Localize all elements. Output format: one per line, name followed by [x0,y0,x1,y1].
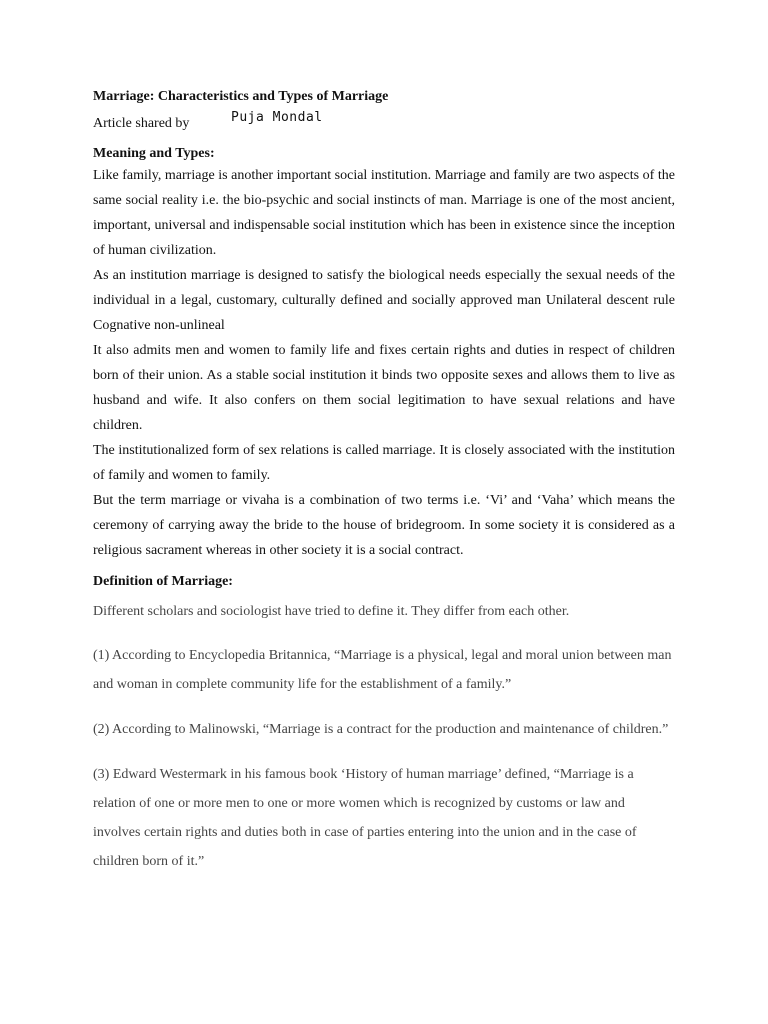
paragraph: Like family, marriage is another important social institution. Marriage and family are two aspects of the same social reality i.e. the bio-psychic and social instincts of man. Marriage is one of the most ancient, important, universal and indispensable social institution which has been in existence since the inception of human civilization. [93,168,675,258]
article-title: Marriage: Characteristics and Types of Marriage [93,89,389,104]
section-heading-definition: Definition of Marriage: [93,574,233,589]
section-definition-of-marriage [93,573,675,876]
section-heading-meaning: Meaning and Types: [93,146,215,161]
author-name: Puja Mondal [231,110,323,125]
document-page [93,88,675,892]
paragraph: As an institution marriage is designed to satisfy the biological needs especially the sexual needs of the individual in a legal, customary, culturally defined and socially approved man Unilateral descent rule Cognative non-unlineal [93,268,675,333]
paragraph: It also admits men and women to family life and fixes certain rights and duties in respect of children born of their union. As a stable social institution it binds two opposite sexes and allows them to live as husband and wife. It also confers on them social legitimation to have sexual relations and have children. [93,343,675,433]
article-byline [93,110,675,141]
section-meaning-and-types [93,145,675,563]
definition-intro: Different scholars and sociologist have tried to define it. They differ from each other. [93,604,570,619]
paragraph: The institutionalized form of sex relations is called marriage. It is closely associated with the institution of family and women to family. [93,443,675,483]
definition-item-3: (3) Edward Westermark in his famous book ‘History of human marriage’ defined, “Marriage is a relation of one or more men to one or more women which is recognized by customs or law and involves certain rights and duties both in case of parties entering into the union and in the case of children born of it.” [93,767,637,869]
paragraph: But the term marriage or vivaha is a combination of two terms i.e. ‘Vi’ and ‘Vaha’ which means the ceremony of carrying away the bride to the house of bridegroom. In some society it is considered as a religious sacrament whereas in other society it is a social contract. [93,493,675,558]
definition-item-1: (1) According to Encyclopedia Britannica, “Marriage is a physical, legal and moral union between man and woman in complete community life for the establishment of a family.” [93,648,672,692]
byline-label: Article shared by [93,116,190,131]
definition-item-2: (2) According to Malinowski, “Marriage is a contract for the production and maintenance of children.” [93,722,669,737]
